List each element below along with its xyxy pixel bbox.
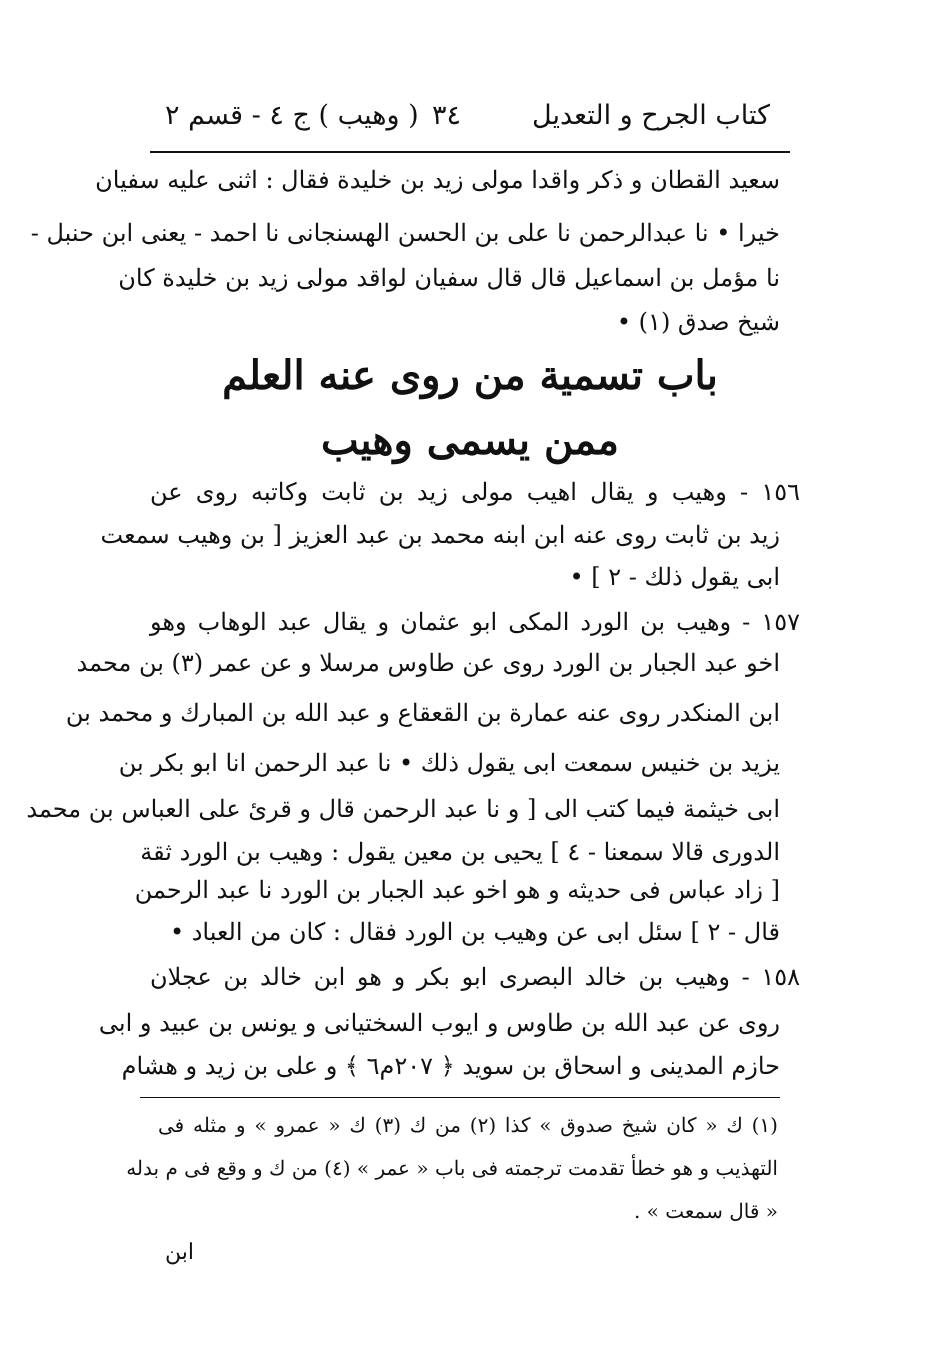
entry-line: ١٥٨ - وهيب بن خالد البصرى ابو بكر و هو ابن خالد بن عجلان [150,963,800,991]
footnote-line: (١) ك « كان شيخ صدوق » كذا (٢) من ك (٣) ك « عمرو » و مثله فى [158,1113,778,1137]
entry-line: زيد بن ثابت روى عنه ابن ابنه محمد بن عبد العزيز [ بن وهيب سمعت [100,521,780,549]
entry-line: يزيد بن خنيس سمعت ابى يقول ذلك • نا عبد الرحمن انا ابو بكر بن [118,749,780,777]
text-line: خيرا • نا عبدالرحمن نا على بن الحسن الهسنجانى نا احمد - يعنى ابن حنبل - [30,219,780,247]
entry-line: [ زاد عباس فى حديثه و هو اخو عبد الجبار بن الورد نا عبد الرحمن [134,876,780,904]
entry-line: الدورى قالا سمعنا - ٤ ] يحيى بن معين يقول : وهيب بن الورد ثقة [140,838,780,866]
entry-line: ١٥٧ - وهيب بن الورد المكى ابو عثمان و يقال عبد الوهاب وهو [150,608,800,636]
text-line: شيخ صدق (١) • [616,308,780,336]
text-line: نا مؤمل بن اسماعيل قال قال سفيان لواقد مولى زيد بن خليدة كان [118,264,780,292]
entry-line: ١٥٦ - وهيب و يقال اهيب مولى زيد بن ثابت وكاتبه روى عن [150,478,800,506]
header-rule [150,151,790,153]
section-heading: باب تسمية من روى عنه العلم [222,352,718,399]
footnote-line: « قال سمعت » . [633,1199,778,1223]
footnote-line: التهذيب و هو خطأ تقدمت ترجمته فى باب « عمر » (٤) من ك و وقع فى م بدله [126,1156,778,1180]
running-header [150,100,790,140]
entry-line: روى عن عبد الله بن طاوس و ايوب السختيانى و يونس بن عبيد و ابى [98,1009,780,1037]
page-number: ٣٤ [432,100,462,131]
entry-line: اخو عبد الجبار بن الورد روى عن طاوس مرسلا و عن عمر (٣) بن محمد [76,649,780,677]
volume-label: ( وهيب ) ج ٤ - قسم ٢ [165,100,419,131]
entry-line: حازم المدينى و اسحاق بن سويد ﴿ ٢٠٧م٦ ﴾ و على بن زيد و هشام [121,1052,780,1080]
entry-line: ابى يقول ذلك - ٢ ] • [569,563,780,591]
footnote-rule [140,1097,780,1098]
entry-line: ابى خيثمة فيما كتب الى [ و نا عبد الرحمن قال و قرئ على العباس بن محمد [26,795,780,823]
entry-line: قال - ٢ ] سئل ابى عن وهيب بن الورد فقال : كان من العباد • [169,918,780,946]
catchword: ابن [165,1240,194,1265]
text-line: سعيد القطان و ذكر واقدا مولى زيد بن خليدة فقال : اثنى عليه سفيان [95,166,780,194]
entry-line: ابن المنكدر روى عنه عمارة بن القعقاع و عبد الله بن المبارك و محمد بن [65,699,780,727]
section-subheading: ممن يسمى وهيب [321,417,619,464]
book-title: كتاب الجرح و التعديل [532,100,770,131]
